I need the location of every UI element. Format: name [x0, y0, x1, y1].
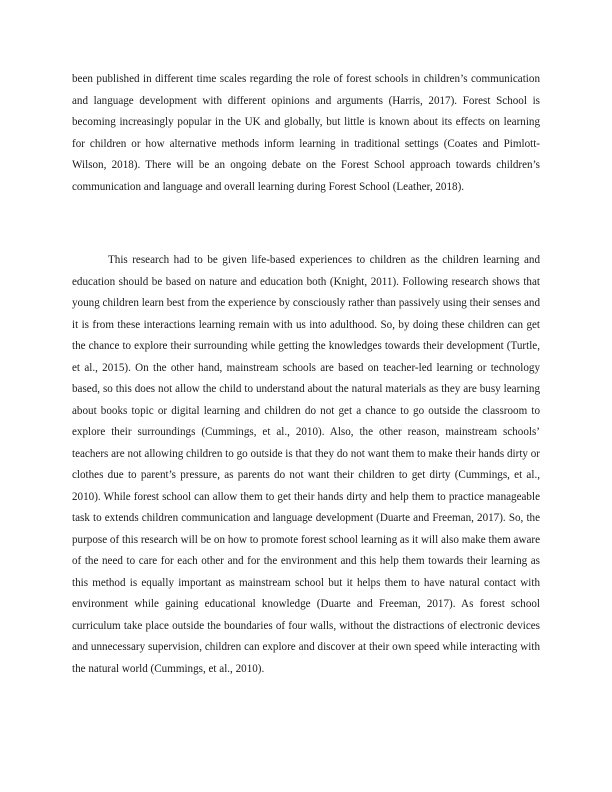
body-paragraph-continued: been published in different time scales regarding the role of forest schools in children’s communication and language development with different opinions and arguments (Harris, 2017). Forest School is becoming increasingly popular in the UK and globally, but little is known about its effects on learning for children or how alternative methods inform learning in traditional settings (Coates and Pimlott-Wilson, 2018). There will be an ongoing debate on the Forest School approach towards children’s communication and language and overall learning during Forest School (Leather, 2018).	[72, 73, 540, 193]
body-paragraph: This research had to be given life-based experiences to children as the children learning and education should be based on nature and education both (Knight, 2011). Following research shows that young children learn best from the experience by consciously rather than passively using their senses and it is from these interactions learning remain with us into adulthood. So, by doing these children can get the chance to explore their surrounding while getting the knowledges towards their development (Turtle, et al., 2015). On the other hand, mainstream schools are based on teacher-led learning or technology based, so this does not allow the child to understand about the natural materials as they are busy learning about books topic or digital learning and children do not get a chance to go outside the classroom to explore their surroundings (Cummings, et al., 2010). Also, the other reason, mainstream schools’ teachers are not allowing children to go outside is that they do not want them to make their hands dirty or clothes due to parent’s pressure, as parents do not want their children to get dirty (Cummings, et al., 2010). While forest school can allow them to get their hands dirty and help them to practice manageable task to extends children communication and language development (Duarte and Freeman, 2017). So, the purpose of this research will be on how to promote forest school learning as it will also make them aware of the need to care for each other and for the environment and this help them towards their learning as this method is equally important as mainstream school but it helps them to have natural contact with environment while gaining educational knowledge (Duarte and Freeman, 2017). As forest school curriculum take place outside the boundaries of four walls, without the distractions of electronic devices and unnecessary supervision, children can explore and discover at their own speed while interacting with the natural world (Cummings, et al., 2010).	[72, 254, 540, 675]
